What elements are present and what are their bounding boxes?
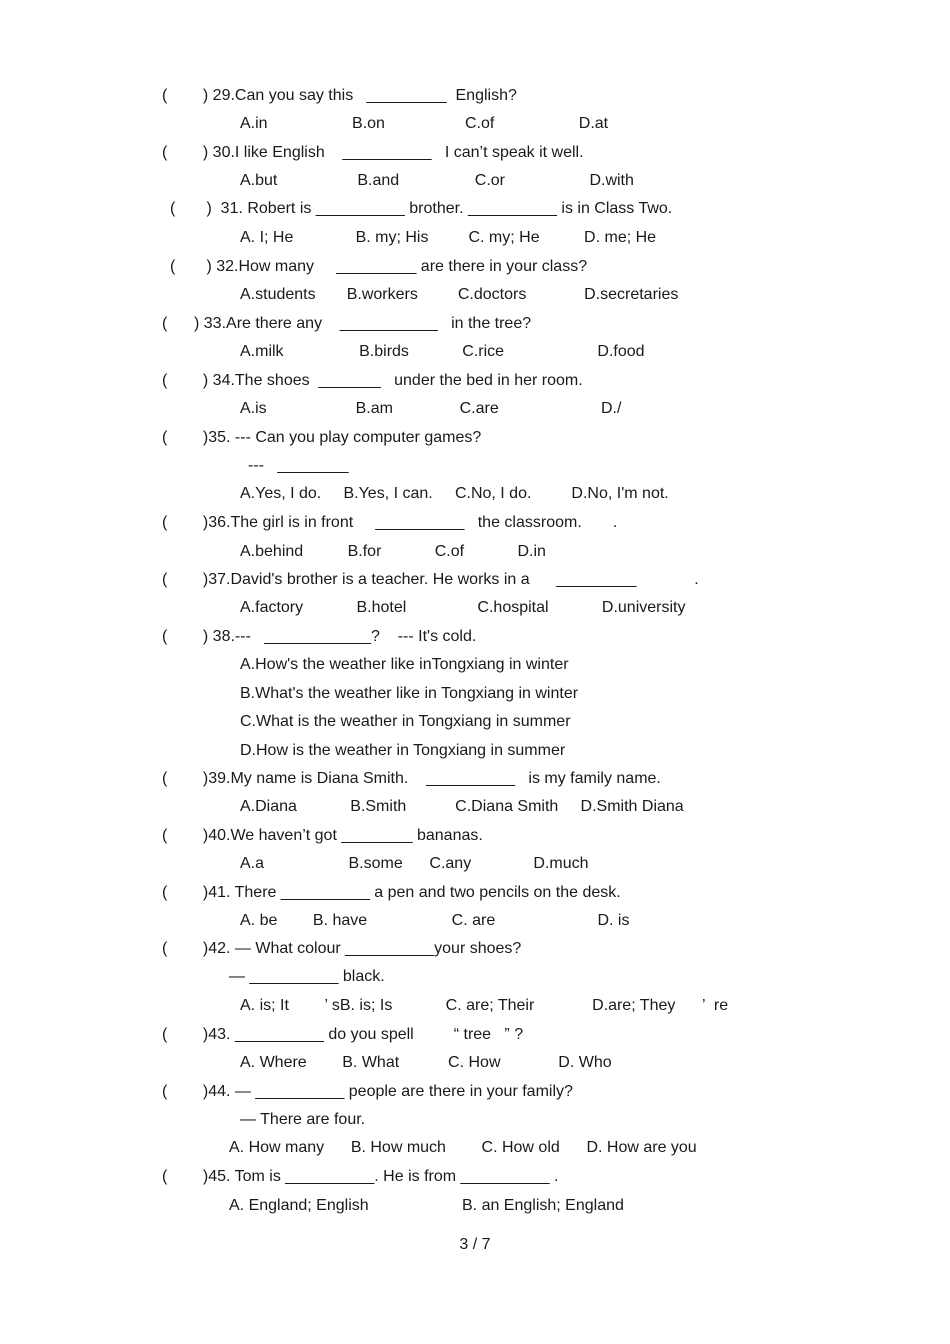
question-line: ( ) 31. Robert is __________ brother. __________ is in Class Two.: [170, 200, 673, 217]
options-line: A.in B.on C.of D.at: [240, 115, 609, 132]
question-line: ( )35. --- Can you play computer games?: [162, 429, 482, 446]
options-line: A.How's the weather like inTongxiang in winter: [240, 656, 569, 673]
options-line: A.students B.workers C.doctors D.secretaries: [240, 286, 679, 303]
answer-line: — There are four.: [240, 1111, 366, 1128]
options-line: A.Diana B.Smith C.Diana Smith D.Smith Diana: [240, 798, 684, 815]
question-line: ( )41. There __________ a pen and two pencils on the desk.: [162, 884, 621, 901]
question-line: ( ) 33.Are there any ___________ in the tree?: [162, 315, 532, 332]
options-line: A. is; It ’ sB. is; Is C. are; Their D.are; They ’ re: [240, 997, 729, 1014]
question-line: ( )42. — What colour __________your shoes?: [162, 940, 522, 957]
question-line: ( )37.David's brother is a teacher. He works in a _________ .: [162, 571, 699, 588]
options-line: A.is B.am C.are D./: [240, 400, 622, 417]
question-line: ( )43. __________ do you spell “ tree ” ?: [162, 1026, 524, 1043]
question-line: ( )39.My name is Diana Smith. __________ is my family name.: [162, 770, 661, 787]
question-line: ( )44. — __________ people are there in your family?: [162, 1083, 573, 1100]
question-line: ( ) 32.How many _________ are there in your class?: [170, 258, 588, 275]
answer-line: --- ________: [248, 457, 349, 474]
options-line: A.Yes, I do. B.Yes, I can. C.No, I do. D.No, I'm not.: [240, 485, 669, 502]
options-line: C.What is the weather in Tongxiang in summer: [240, 713, 571, 730]
options-line: A.but B.and C.or D.with: [240, 172, 634, 189]
options-line: A. How many B. How much C. How old D. How are you: [229, 1139, 697, 1156]
options-line: A. I; He B. my; His C. my; He D. me; He: [240, 229, 657, 246]
question-line: ( ) 30.I like English __________ I can’t speak it well.: [162, 144, 584, 161]
page-number: 3 / 7: [459, 1236, 491, 1253]
question-line: ( ) 38.--- ____________? --- It's cold.: [162, 628, 477, 645]
question-line: ( )40.We haven’t got ________ bananas.: [162, 827, 483, 844]
question-line: ( ) 34.The shoes _______ under the bed in her room.: [162, 372, 583, 389]
question-line: ( )36.The girl is in front __________ the classroom. .: [162, 514, 618, 531]
question-line: ( ) 29.Can you say this _________ English?: [162, 87, 517, 104]
options-line: A. be B. have C. are D. is: [240, 912, 630, 929]
options-line: D.How is the weather in Tongxiang in summer: [240, 742, 566, 759]
options-line: A. Where B. What C. How D. Who: [240, 1054, 612, 1071]
options-line: A.behind B.for C.of D.in: [240, 543, 546, 560]
options-line: A. England; English B. an English; England: [229, 1197, 624, 1214]
options-line: B.What's the weather like in Tongxiang in winter: [240, 685, 579, 702]
answer-line: — __________ black.: [229, 968, 385, 985]
question-line: ( )45. Tom is __________. He is from __________ .: [162, 1168, 559, 1185]
options-line: A.factory B.hotel C.hospital D.university: [240, 599, 686, 616]
options-line: A.a B.some C.any D.much: [240, 855, 589, 872]
options-line: A.milk B.birds C.rice D.food: [240, 343, 645, 360]
